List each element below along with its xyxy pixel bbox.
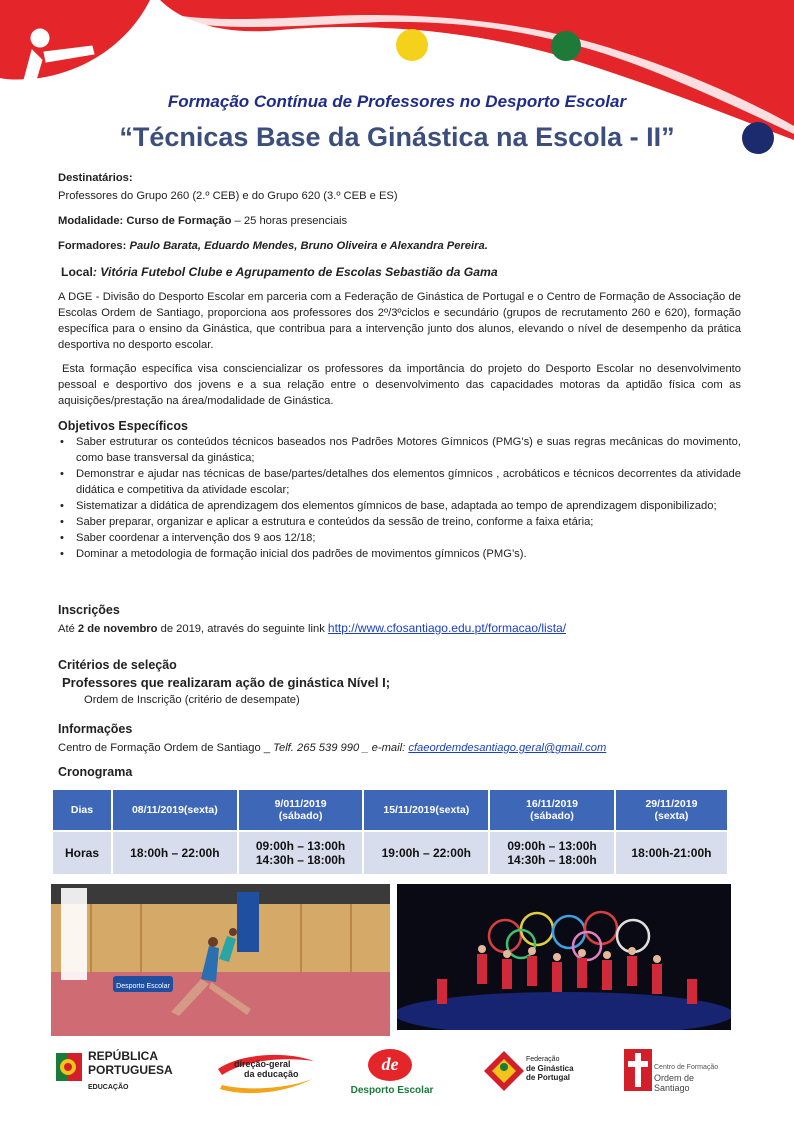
dge-line-2: da educação [244, 1069, 299, 1079]
destinatarios-label: Destinatários: [58, 172, 133, 184]
table-header-cell: 29/11/2019 (sexta) [616, 790, 727, 830]
dge-logo [216, 1045, 316, 1105]
intro-paragraph-1: A DGE - Divisão do Desporto Escolar em parceria com a Federação de Ginástica de Portugal e o Centro de Formação de Associação de Escolas Ordem de Santiago, proporciona aos professores dos 2º/3ºciclos e secundário (grupos de recrutamento 260 e 620), formação específica para o ensino da Ginástica, que contribua para a intervenção junto dos alunos, elevando o nível de desempenho da prática desportiva no desporto escolar. [58, 291, 741, 351]
criterios-sub: Ordem de Inscrição (critério de desempate) [84, 694, 300, 706]
objetivos-title: Objetivos Específicos [58, 419, 188, 433]
centro-formacao-logo [624, 1045, 724, 1105]
informacoes-title: Informações [58, 722, 133, 736]
yellow-dot [396, 29, 428, 61]
table-header-cell: 08/11/2019(sexta) [113, 790, 237, 830]
cross-icon [624, 1049, 652, 1091]
table-row [53, 832, 727, 874]
table-header-cell: 9/011/2019 (sábado) [239, 790, 363, 830]
objetivos-section [58, 418, 741, 562]
dge-line-1: direção-geral [234, 1059, 291, 1069]
table-cell: 09:00h – 13:00h 14:30h – 18:00h [239, 832, 363, 874]
inscricoes-mid: de 2019, através do seguinte link [157, 623, 328, 635]
inscricoes-link[interactable]: http://www.cfosantiago.edu.pt/formacao/lista/ [327, 621, 567, 635]
local-value: : Vitória Futebol Clube e Agrupamento de Escolas Sebastião da Gama [92, 265, 498, 279]
green-dot [551, 31, 581, 61]
table-header-cell: Dias [53, 790, 111, 830]
modalidade-value: Curso de Formação [126, 215, 232, 227]
list-item: • Sistematizar a didática de aprendizagem dos elementos gímnicos de base, adaptada ao tempo de aprendizagem disponibilizado; [58, 498, 741, 514]
gymnastics-photo-right [397, 884, 731, 1030]
table-header-cell: 16/11/2019 (sábado) [490, 790, 614, 830]
criterios-section [58, 657, 741, 708]
informacoes-centro: Centro de Formação Ordem de Santiago _ [58, 742, 274, 754]
photo-banner-text: Desporto Escolar [116, 983, 170, 990]
gymnast-diamond-icon [482, 1049, 526, 1093]
list-item: • Demonstrar e ajudar nas técnicas de base/partes/detalhes dos elementos gímnicos , acrobáticos e técnicos decorrentes da atividade didática e competitiva da atividade escolar; [58, 466, 741, 498]
table-cell: 19:00h – 22:00h [364, 832, 488, 874]
federacao-ginastica-logo [482, 1045, 582, 1105]
list-item: • Saber coordenar a intervenção dos 9 aos 12/18; [58, 530, 741, 546]
republica-line-1: REPÚBLICA [88, 1049, 159, 1063]
local-label: Local [61, 265, 93, 279]
de-mark: de [368, 1049, 412, 1081]
modalidade-extra: – 25 horas presenciais [231, 215, 348, 227]
cronograma-table [51, 788, 729, 876]
fgp-line-2: de Ginástica [526, 1064, 574, 1073]
intro-section [58, 289, 741, 409]
table-header-row [53, 790, 727, 830]
desporto-escolar-logo [340, 1045, 444, 1105]
list-item: • Saber preparar, organizar e aplicar a estrutura e conteúdos da sessão de treino, conforme a faixa etária; [58, 514, 741, 530]
destinatarios-text: Professores do Grupo 260 (2.º CEB) e do Grupo 620 (3.º CEB e ES) [58, 190, 398, 202]
republica-line-3: EDUCAÇÃO [88, 1084, 129, 1091]
criterios-main: Professores que realizaram ação de ginástica Nível I; [62, 675, 391, 690]
inscricoes-pre: Até [58, 623, 78, 635]
desporto-escolar-text: Desporto Escolar [350, 1085, 434, 1096]
informacoes-email[interactable]: cfaeordemdesantiago.geral@gmail.com [408, 742, 607, 754]
list-item: • Dominar a metodologia de formação inicial dos padrões de movimentos gímnicos (PMG’s). [58, 546, 741, 562]
criterios-title: Critérios de seleção [58, 658, 177, 672]
destinatarios-section [58, 170, 741, 204]
table-cell: 18:00h – 22:00h [113, 832, 237, 874]
course-subtitle: Formação Contínua de Professores no Desporto Escolar [167, 92, 627, 111]
modalidade-label: Modalidade: [58, 215, 124, 227]
objetivos-list [58, 434, 741, 562]
informacoes-section [58, 721, 741, 756]
inscricoes-section [58, 602, 741, 637]
formadores-label: Formadores: [58, 240, 127, 252]
gymnastics-photo-left [51, 884, 390, 1036]
shield-icon [56, 1049, 86, 1085]
republica-portuguesa-logo [56, 1045, 176, 1105]
inscricoes-title: Inscrições [58, 603, 120, 617]
intro-paragraph-2: Esta formação específica visa consciencializar os professores da importância do projeto do Desporto Escolar no desenvolvimento pessoal e desportivo dos jovens e a sua relação entre o desenvolvimento das capacidades motoras da aptidão física com as aquisições/prestação na área/modalidade de Ginástica. [58, 363, 741, 407]
table-cell: Horas [53, 832, 111, 874]
list-item: • Saber estruturar os conteúdos técnicos baseados nos Padrões Motores Gímnicos (PMG’s) e suas regras mecânicas do movimento, como base transversal da ginástica; [58, 434, 741, 466]
table-cell: 18:00h-21:00h [616, 832, 727, 874]
course-title: “Técnicas Base da Ginástica na Escola - II” [119, 122, 675, 152]
formadores-line [58, 238, 741, 254]
republica-line-2: PORTUGUESA [88, 1063, 173, 1077]
fgp-line-1: Federação [526, 1056, 560, 1063]
cfaeos-line-1: Centro de Formação [654, 1064, 719, 1071]
local-line [61, 264, 744, 280]
modalidade-line [58, 213, 741, 229]
formadores-value: Paulo Barata, Eduardo Mendes, Bruno Oliveira e Alexandra Pereira. [126, 240, 488, 252]
table-cell: 09:00h – 13:00h 14:30h – 18:00h [490, 832, 614, 874]
cfaeos-line-2: Ordem de Santiago [654, 1073, 695, 1093]
informacoes-tel: Telf. 265 539 990 _ e-mail: [273, 742, 409, 754]
cronograma-title: Cronograma [58, 765, 133, 779]
table-header-cell: 15/11/2019(sexta) [364, 790, 488, 830]
fgp-line-3: de Portugal [526, 1073, 571, 1082]
inscricoes-date: 2 de novembro [77, 623, 158, 635]
